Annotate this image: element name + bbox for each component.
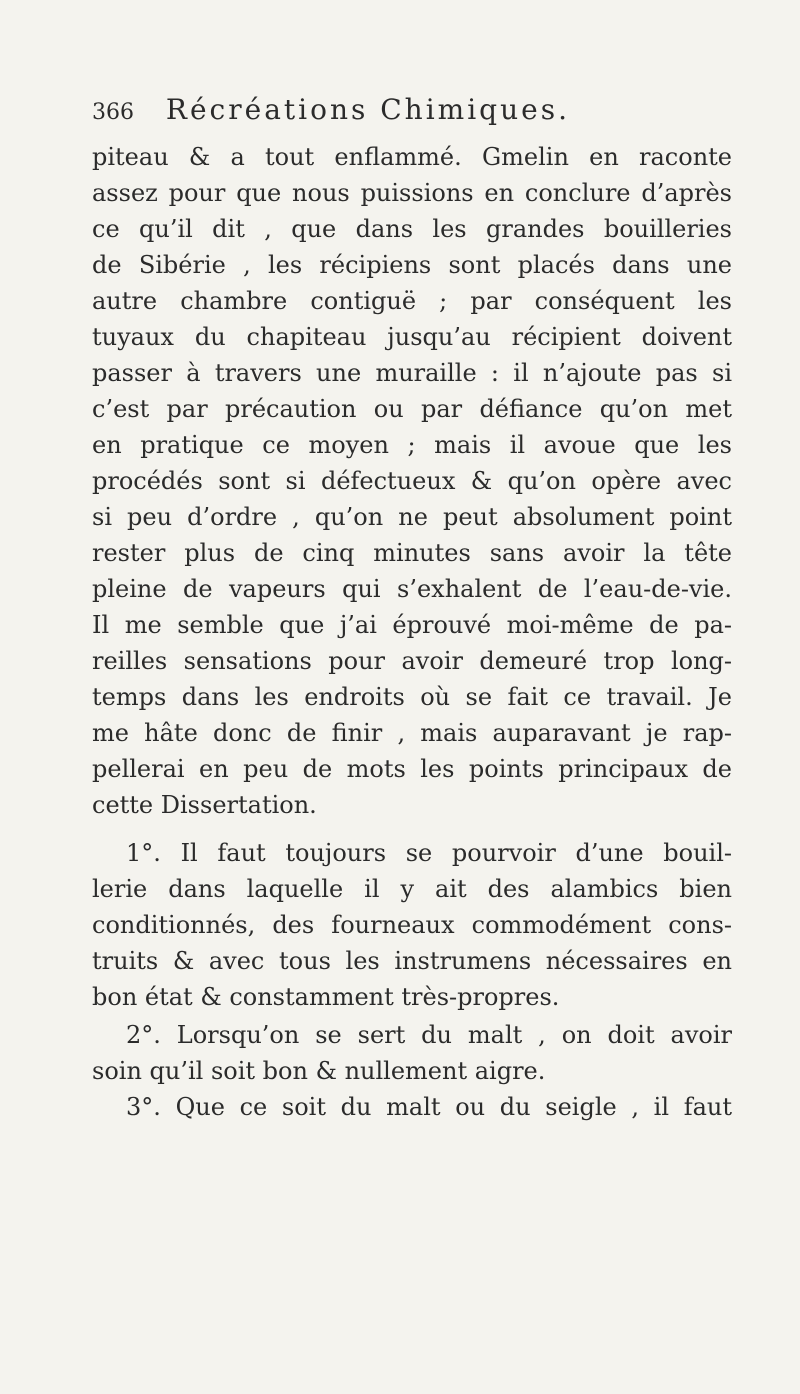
running-header xyxy=(92,92,732,128)
text-line: si peu d’ordre , qu’on ne peut absolument point xyxy=(92,503,732,531)
text-line: c’est par précaution ou par défiance qu’on met xyxy=(92,395,732,423)
text-line: de Sibérie , les récipiens sont placés dans une xyxy=(92,251,732,279)
running-title: Récréations Chimiques. xyxy=(165,93,570,126)
text-line: conditionnés, des fourneaux commodément cons- xyxy=(92,911,732,939)
text-line: me hâte donc de finir , mais auparavant je rap- xyxy=(92,719,732,747)
text-line: lerie dans laquelle il y ait des alambics bien xyxy=(92,875,732,903)
page-number: 366 xyxy=(92,100,134,125)
text-line: Il me semble que j’ai éprouvé moi-même de pa- xyxy=(92,611,732,639)
text-line: temps dans les endroits où se fait ce travail. Je xyxy=(92,683,732,711)
text-line: truits & avec tous les instrumens nécessaires en xyxy=(92,947,732,975)
text-line: tuyaux du chapiteau jusqu’au récipient doivent xyxy=(92,323,732,351)
text-line: bon état & constamment très-propres. xyxy=(92,983,560,1011)
text-line: passer à travers une muraille : il n’ajoute pas si xyxy=(92,359,732,387)
text-line: cette Dissertation. xyxy=(92,791,317,819)
text-line: procédés sont si défectueux & qu’on opère avec xyxy=(92,467,732,495)
text-line: 1°. Il faut toujours se pourvoir d’une bouil- xyxy=(126,839,732,867)
text-line: autre chambre contiguë ; par conséquent les xyxy=(92,287,732,315)
text-line: ce qu’il dit , que dans les grandes bouilleries xyxy=(92,215,732,243)
text-line: piteau & a tout enflammé. Gmelin en raconte xyxy=(92,143,732,171)
text-line: soin qu’il soit bon & nullement aigre. xyxy=(92,1057,546,1085)
text-line: 3°. Que ce soit du malt ou du seigle , il faut xyxy=(126,1093,732,1121)
text-line: rester plus de cinq minutes sans avoir la tête xyxy=(92,539,732,567)
text-line: pleine de vapeurs qui s’exhalent de l’eau-de-vie. xyxy=(92,575,732,603)
text-line: assez pour que nous puissions en conclure d’après xyxy=(92,179,732,207)
text-line: reilles sensations pour avoir demeuré trop long- xyxy=(92,647,732,675)
text-line: en pratique ce moyen ; mais il avoue que les xyxy=(92,431,732,459)
text-line: pellerai en peu de mots les points principaux de xyxy=(92,755,732,783)
text-line: 2°. Lorsqu’on se sert du malt , on doit avoir xyxy=(126,1021,732,1049)
